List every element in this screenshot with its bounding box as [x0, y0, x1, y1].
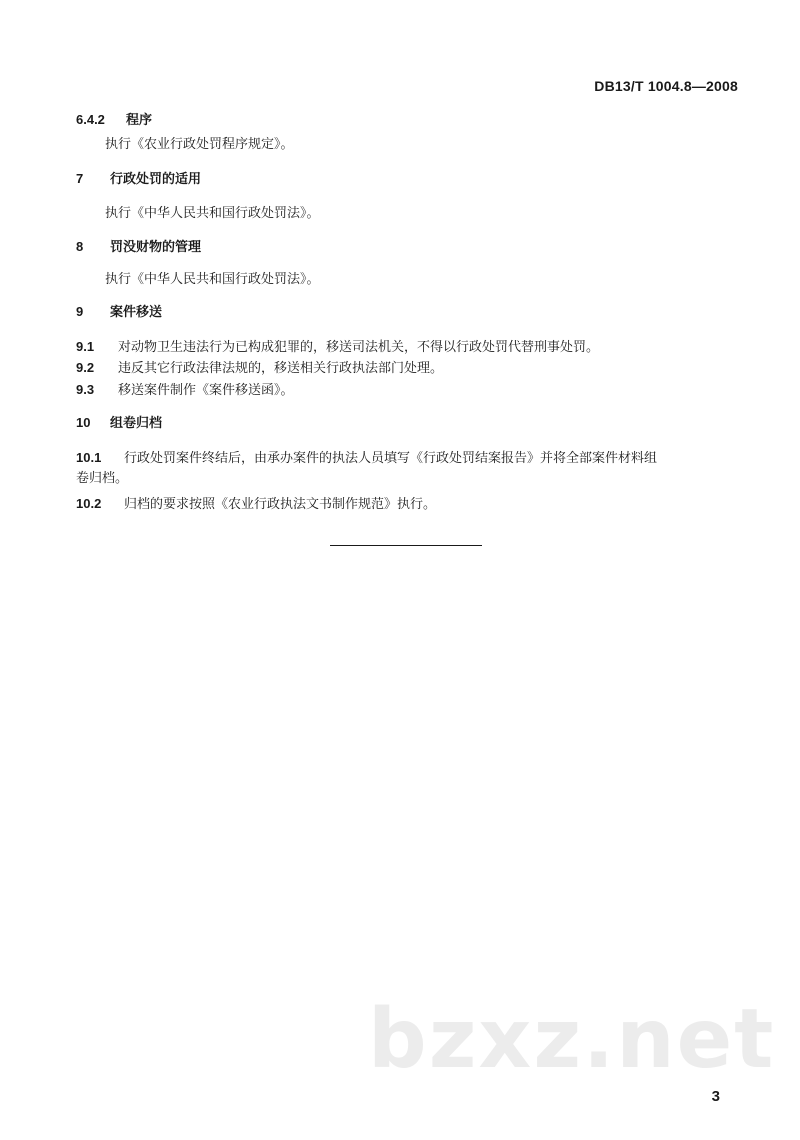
- section-title: 行政处罚的适用: [110, 172, 202, 187]
- section-number: 9: [76, 304, 84, 319]
- section-number: 8: [76, 239, 84, 254]
- page-number: 3: [711, 1088, 720, 1105]
- clause-9-3: [76, 381, 294, 400]
- clause-number: 9.2: [76, 360, 95, 375]
- clause-number: 9.1: [76, 339, 95, 354]
- section-heading-9: [76, 303, 162, 322]
- clause-text: 违反其它行政法律法规的，移送相关行政执法部门处理。: [118, 361, 444, 376]
- section-title: 罚没财物的管理: [110, 240, 202, 255]
- clause-number: 9.3: [76, 382, 95, 397]
- section-heading-6-4-2: [76, 111, 152, 130]
- section-heading-10: [76, 414, 162, 433]
- clause-9-1: [76, 338, 599, 357]
- section-heading-7: [76, 170, 201, 189]
- document-code: DB13/T 1004.8—2008: [594, 78, 738, 94]
- clause-text: 移送案件制作《案件移送函》。: [118, 383, 294, 398]
- section-body-8: 执行《中华人民共和国行政处罚法》。: [105, 272, 320, 287]
- clause-text: 归档的要求按照《农业行政执法文书制作规范》执行。: [124, 497, 437, 512]
- section-title: 组卷归档: [110, 416, 163, 431]
- section-body-6-4-2: 执行《农业行政处罚程序规定》。: [105, 137, 294, 152]
- section-title: 案件移送: [110, 305, 163, 320]
- clause-10-1-continuation: 卷归档。: [76, 471, 129, 486]
- section-number: 6.4.2: [76, 112, 105, 127]
- section-number: 7: [76, 171, 84, 186]
- section-title: 程序: [126, 113, 153, 128]
- section-heading-8: [76, 238, 201, 257]
- clause-10-1: [76, 449, 657, 468]
- section-body-7: 执行《中华人民共和国行政处罚法》。: [105, 206, 320, 221]
- clause-number: 10.2: [76, 496, 102, 511]
- watermark: bzxz.net: [368, 992, 776, 1087]
- section-number: 10: [76, 415, 91, 430]
- clause-9-2: [76, 359, 443, 378]
- clause-number: 10.1: [76, 450, 102, 465]
- clause-10-2: [76, 495, 436, 514]
- clause-text: 对动物卫生违法行为已构成犯罪的，移送司法机关，不得以行政处罚代替刑事处罚。: [118, 340, 600, 355]
- end-of-document-rule: [330, 545, 482, 546]
- clause-text: 行政处罚案件终结后，由承办案件的执法人员填写《行政处罚结案报告》并将全部案件材料组: [124, 451, 658, 466]
